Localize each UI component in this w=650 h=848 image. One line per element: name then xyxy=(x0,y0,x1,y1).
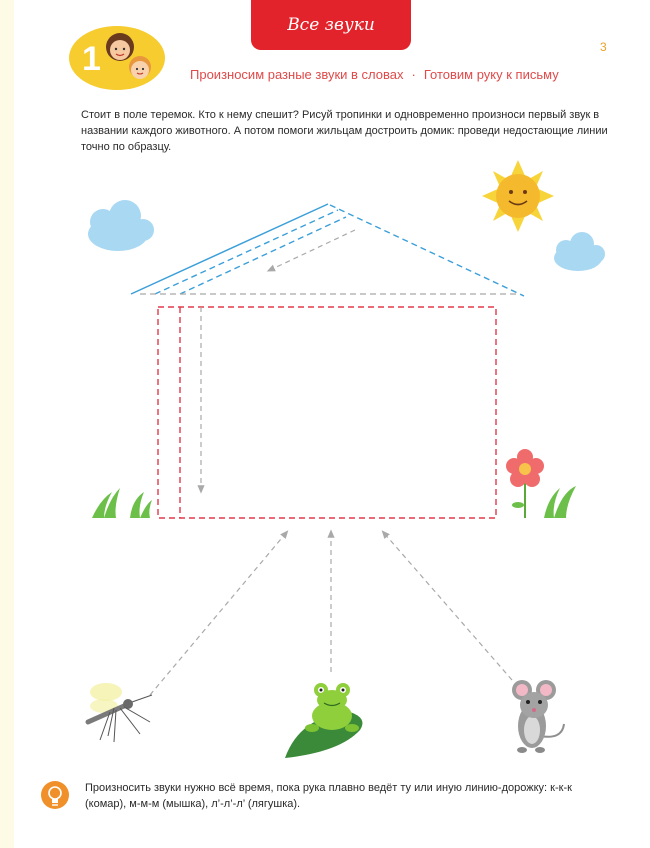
house-walls xyxy=(158,307,496,518)
section-tab-title: Все звуки xyxy=(287,15,375,35)
topic-separator: · xyxy=(411,67,416,82)
flower-icon xyxy=(506,449,544,518)
frog-icon xyxy=(285,683,362,758)
lightbulb-icon xyxy=(40,780,70,810)
cloud-icon xyxy=(554,232,605,271)
tip-text: Произносить звуки нужно всё время, пока рука плавно ведёт ту или иную линию-дорожку: к-к-к (комар), м-м-м (мышка), л’-л’-л’ (лягушка). xyxy=(85,782,572,810)
mosquito-icon xyxy=(88,683,152,742)
mouse-icon xyxy=(512,680,564,753)
topic-sounds: Произносим разные звуки в словах xyxy=(190,67,404,82)
topic-handwriting: Готовим руку к письму xyxy=(423,67,559,82)
task-instruction: Стоит в поле теремок. Кто к нему спешит? Рисуй тропинки и одновременно произноси первый звук в названии каждого животного. А потом помоги жильцам достроить домик: проведи недостающие линии точно по образцу. xyxy=(81,109,608,153)
grass-icon xyxy=(544,486,576,518)
cloud-icon xyxy=(88,200,154,251)
grass-icon xyxy=(92,488,152,518)
house-roof xyxy=(131,204,524,296)
animal-paths xyxy=(150,533,512,695)
sun-icon xyxy=(482,160,554,232)
page-number: 3 xyxy=(600,40,607,54)
lesson-number: 1 xyxy=(82,40,101,78)
